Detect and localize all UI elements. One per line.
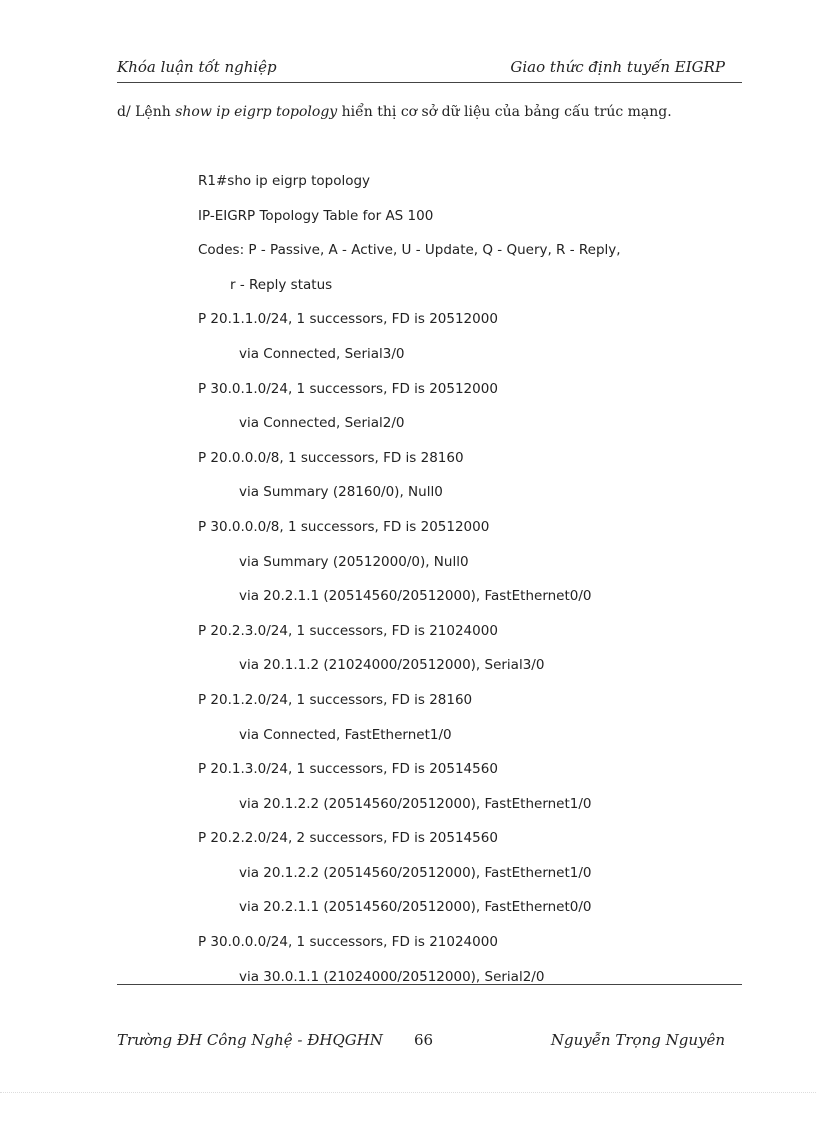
cli-line: P 20.1.2.0/24, 1 successors, FD is 28160 — [198, 691, 473, 708]
cli-line: P 30.0.0.0/8, 1 successors, FD is 20512000 — [198, 518, 490, 535]
cli-line: via Connected, Serial3/0 — [239, 345, 405, 362]
footer-author: Nguyễn Trọng Nguyên — [550, 1031, 725, 1049]
cli-line: via Summary (20512000/0), Null0 — [239, 553, 469, 570]
intro-paragraph — [117, 104, 672, 120]
intro-command: show ip eigrp topology — [175, 104, 338, 120]
cli-line: P 20.1.3.0/24, 1 successors, FD is 20514560 — [198, 761, 498, 778]
cli-line: P 20.2.2.0/24, 2 successors, FD is 20514560 — [198, 830, 498, 847]
header-right-title: Giao thức định tuyến EIGRP — [510, 58, 725, 76]
intro-prefix: d/ Lệnh — [117, 104, 176, 120]
cli-line: via 20.1.2.2 (20514560/20512000), FastEthernet1/0 — [239, 795, 592, 812]
footer-rule — [117, 984, 742, 985]
cli-line: via 20.1.2.2 (20514560/20512000), FastEthernet1/0 — [239, 864, 592, 881]
cli-line: P 30.0.0.0/24, 1 successors, FD is 21024000 — [198, 934, 498, 951]
cli-line: via 20.2.1.1 (20514560/20512000), FastEthernet0/0 — [239, 899, 592, 916]
cli-line: P 20.2.3.0/24, 1 successors, FD is 21024000 — [198, 622, 498, 639]
intro-suffix: hiển thị cơ sở dữ liệu của bảng cấu trúc mạng. — [337, 104, 672, 120]
cli-line: via Connected, FastEthernet1/0 — [239, 726, 452, 743]
cli-line: IP-EIGRP Topology Table for AS 100 — [198, 207, 434, 224]
footer-school: Trường ĐH Công Nghệ - ĐHQGHN — [117, 1031, 383, 1049]
header-rule — [117, 82, 742, 83]
cli-output-block — [198, 171, 621, 1001]
cli-line: via Connected, Serial2/0 — [239, 415, 405, 432]
cli-line: r - Reply status — [230, 276, 333, 293]
cli-line: Codes: P - Passive, A - Active, U - Update, Q - Query, R - Reply, — [198, 242, 621, 259]
cli-line: P 20.1.1.0/24, 1 successors, FD is 20512000 — [198, 311, 498, 328]
cli-line: via 20.1.1.2 (21024000/20512000), Serial3/0 — [239, 657, 545, 674]
page-number: 66 — [414, 1031, 434, 1049]
cli-line: via 20.2.1.1 (20514560/20512000), FastEthernet0/0 — [239, 588, 592, 605]
cli-line: P 20.0.0.0/8, 1 successors, FD is 28160 — [198, 449, 464, 466]
cli-line: R1#sho ip eigrp topology — [198, 173, 371, 189]
header-left-title: Khóa luận tốt nghiệp — [117, 58, 277, 76]
cli-line: via Summary (28160/0), Null0 — [239, 484, 443, 501]
page-edge-divider — [0, 1092, 816, 1093]
cli-line: via 30.0.1.1 (21024000/20512000), Serial2/0 — [239, 968, 545, 985]
cli-line: P 30.0.1.0/24, 1 successors, FD is 20512000 — [198, 380, 498, 397]
